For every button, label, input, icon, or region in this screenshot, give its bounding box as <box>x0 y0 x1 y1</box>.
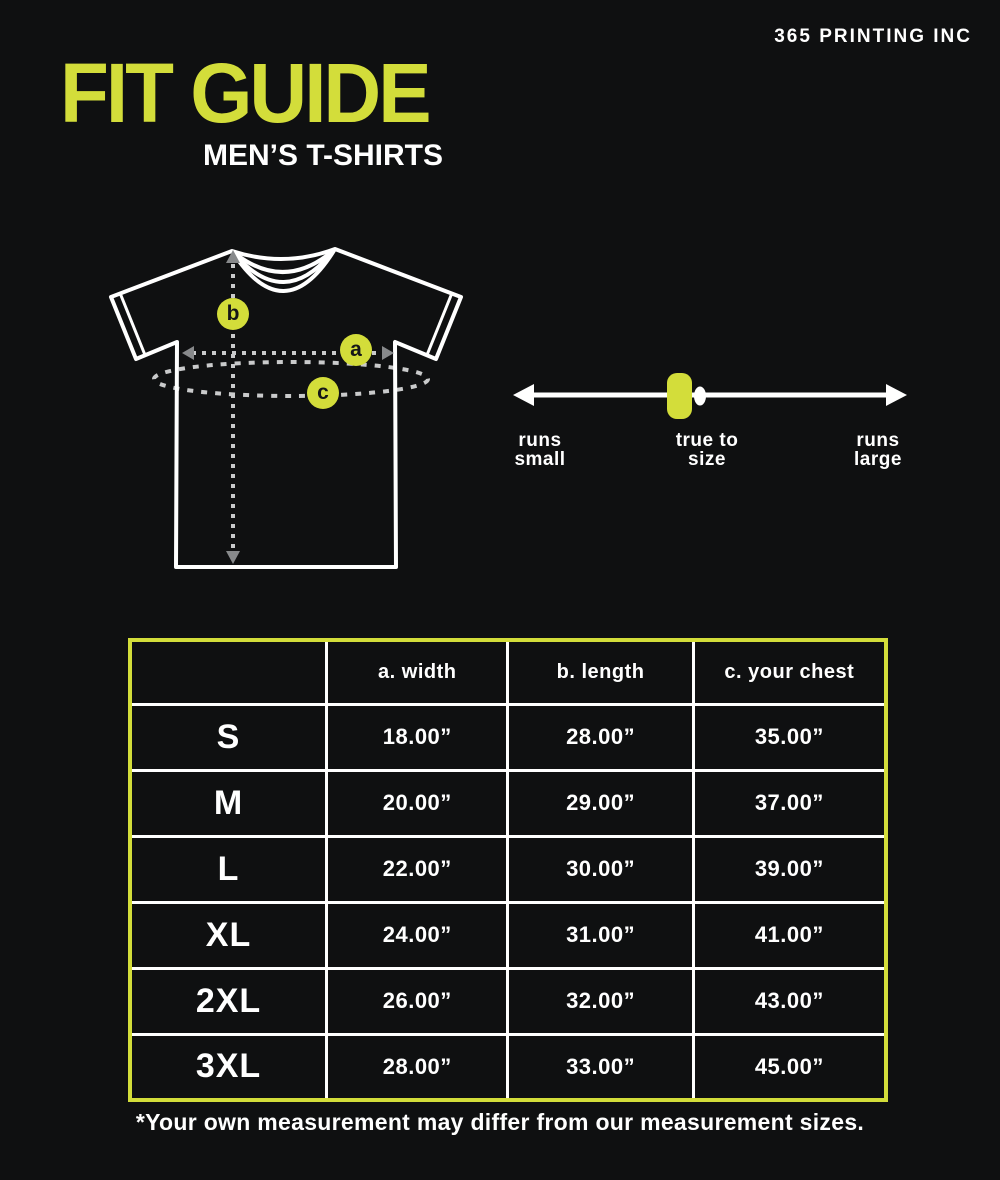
marker-b <box>217 298 249 330</box>
size-label: S <box>130 704 327 770</box>
size-label: M <box>130 770 327 836</box>
marker-a <box>340 334 372 366</box>
width-value: 20.00” <box>327 770 508 836</box>
marker-a-label: a <box>350 337 362 361</box>
marker-b-label: b <box>226 301 240 325</box>
size-label: 2XL <box>130 968 327 1034</box>
runs-small-line2: small <box>514 449 566 470</box>
page-title: FIT GUIDE <box>60 45 429 141</box>
tshirt-outline-icon <box>90 230 490 590</box>
table-row <box>130 770 886 836</box>
scale-arrow-right-icon <box>886 384 907 406</box>
width-value: 26.00” <box>327 968 508 1034</box>
chest-value: 43.00” <box>693 968 886 1034</box>
length-value: 32.00” <box>508 968 693 1034</box>
length-value: 29.00” <box>508 770 693 836</box>
chest-value: 41.00” <box>693 902 886 968</box>
brand-name: 365 PRINTING INC <box>774 26 972 47</box>
runs-large-line2: large <box>854 449 902 470</box>
chest-value: 35.00” <box>693 704 886 770</box>
chest-value: 39.00” <box>693 836 886 902</box>
table-row <box>130 836 886 902</box>
header-empty-cell <box>130 640 327 704</box>
chest-value: 45.00” <box>693 1034 886 1100</box>
shirt-outline <box>111 249 461 567</box>
width-arrow-left-icon <box>182 346 194 360</box>
runs-small-line1: runs <box>518 430 562 451</box>
width-value: 24.00” <box>327 902 508 968</box>
scale-label-runs-small <box>501 431 579 469</box>
scale-label-runs-large <box>829 431 927 469</box>
length-value: 31.00” <box>508 902 693 968</box>
chest-value: 37.00” <box>693 770 886 836</box>
table-row <box>130 902 886 968</box>
true-to-size-line1: true to <box>675 430 739 451</box>
tshirt-measurement-diagram <box>90 230 490 590</box>
size-table-header-row <box>130 640 886 704</box>
width-value: 28.00” <box>327 1034 508 1100</box>
table-row <box>130 704 886 770</box>
table-row <box>130 968 886 1034</box>
table-row <box>130 1034 886 1100</box>
marker-c <box>307 377 339 409</box>
length-value: 33.00” <box>508 1034 693 1100</box>
header-width: a. width <box>327 640 508 704</box>
width-arrow-right-icon <box>382 346 394 360</box>
header-chest: c. your chest <box>693 640 886 704</box>
length-arrow-down-icon <box>226 551 240 564</box>
true-to-size-line2: size <box>688 449 726 470</box>
scale-arrow-left-icon <box>513 384 534 406</box>
width-value: 22.00” <box>327 836 508 902</box>
measurement-disclaimer: *Your own measurement may differ from our measurement sizes. <box>135 1109 865 1135</box>
size-label: 3XL <box>130 1034 327 1100</box>
size-table <box>128 638 888 1102</box>
marker-c-label: c <box>317 380 329 404</box>
header-length: b. length <box>508 640 693 704</box>
length-value: 28.00” <box>508 704 693 770</box>
size-label: XL <box>130 902 327 968</box>
scale-center-dot-icon <box>694 387 706 406</box>
width-value: 18.00” <box>327 704 508 770</box>
runs-large-line1: runs <box>856 430 900 451</box>
fit-indicator-pill <box>667 373 692 419</box>
scale-label-true-to-size <box>647 431 767 469</box>
chest-ellipse-line <box>154 362 428 396</box>
length-value: 30.00” <box>508 836 693 902</box>
page-subtitle: MEN’S T-SHIRTS <box>202 139 443 172</box>
fit-scale <box>500 355 920 485</box>
size-label: L <box>130 836 327 902</box>
